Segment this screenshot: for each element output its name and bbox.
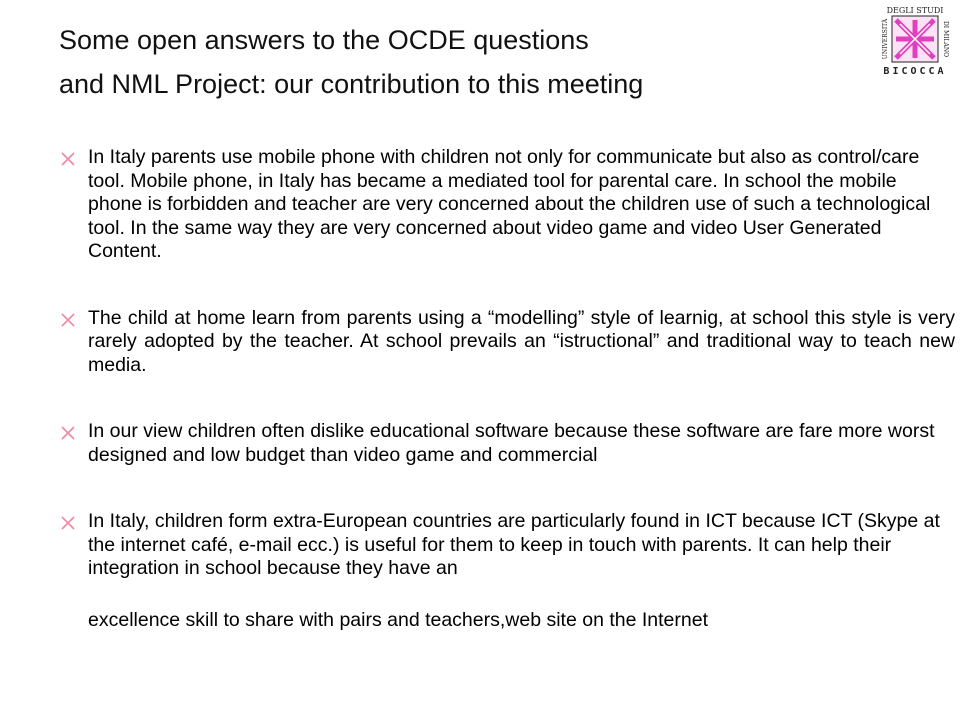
bullet-item-4: [60, 510, 955, 632]
logo-text-right: DI MILANO: [942, 20, 949, 58]
bullet-cross-icon: [60, 151, 76, 167]
bullet-item-3: [60, 420, 955, 467]
bullet-text: In Italy parents use mobile phone with children not only for communicate but also as control/care tool. Mobile phone, in Italy has became a mediated tool for parental care. In school the mobile phone is forbidden and teacher are very concerned about the children use of such a technological tool. In the same way they are very concerned about video game and video User Generated Content.: [88, 146, 931, 262]
logo-text-bottom: BICOCCA: [883, 66, 947, 76]
bullet-item-2: [60, 307, 955, 378]
bullet-text: The child at home learn from parents using a “modelling” style of learnig, at school this style is very rarely adopted by the teacher. At school prevails an “istructional” and traditional way to teach new media.: [88, 306, 955, 376]
logo-text-left: UNIVERSITÀ: [882, 18, 889, 60]
bullet-text-continued: excellence skill to share with pairs and teachers,web site on the Internet: [88, 608, 709, 631]
bullet-text: In Italy, children form extra-European countries are particularly found in ICT because ICT (Skype at the internet café, e-mail ecc.) is useful for them to keep in touch with parents. It can help their integration in school because they have an: [88, 510, 940, 579]
slide-title: [59, 18, 849, 106]
logo-text-top: DEGLI STUDI: [886, 6, 944, 15]
university-logo: [878, 4, 956, 76]
title-line-2: and NML Project: our contribution to this meeting: [59, 69, 644, 99]
bullet-item-1: [60, 146, 955, 264]
bullet-text: In our view children often dislike educational software because these software are fare more worst designed and low budget than video game and commercial: [88, 420, 935, 466]
title-line-1: Some open answers to the OCDE questions: [59, 25, 589, 55]
bullet-list: [60, 146, 955, 632]
bullet-cross-icon: [60, 425, 76, 441]
bullet-cross-icon: [60, 515, 76, 531]
bullet-cross-icon: [60, 312, 76, 328]
